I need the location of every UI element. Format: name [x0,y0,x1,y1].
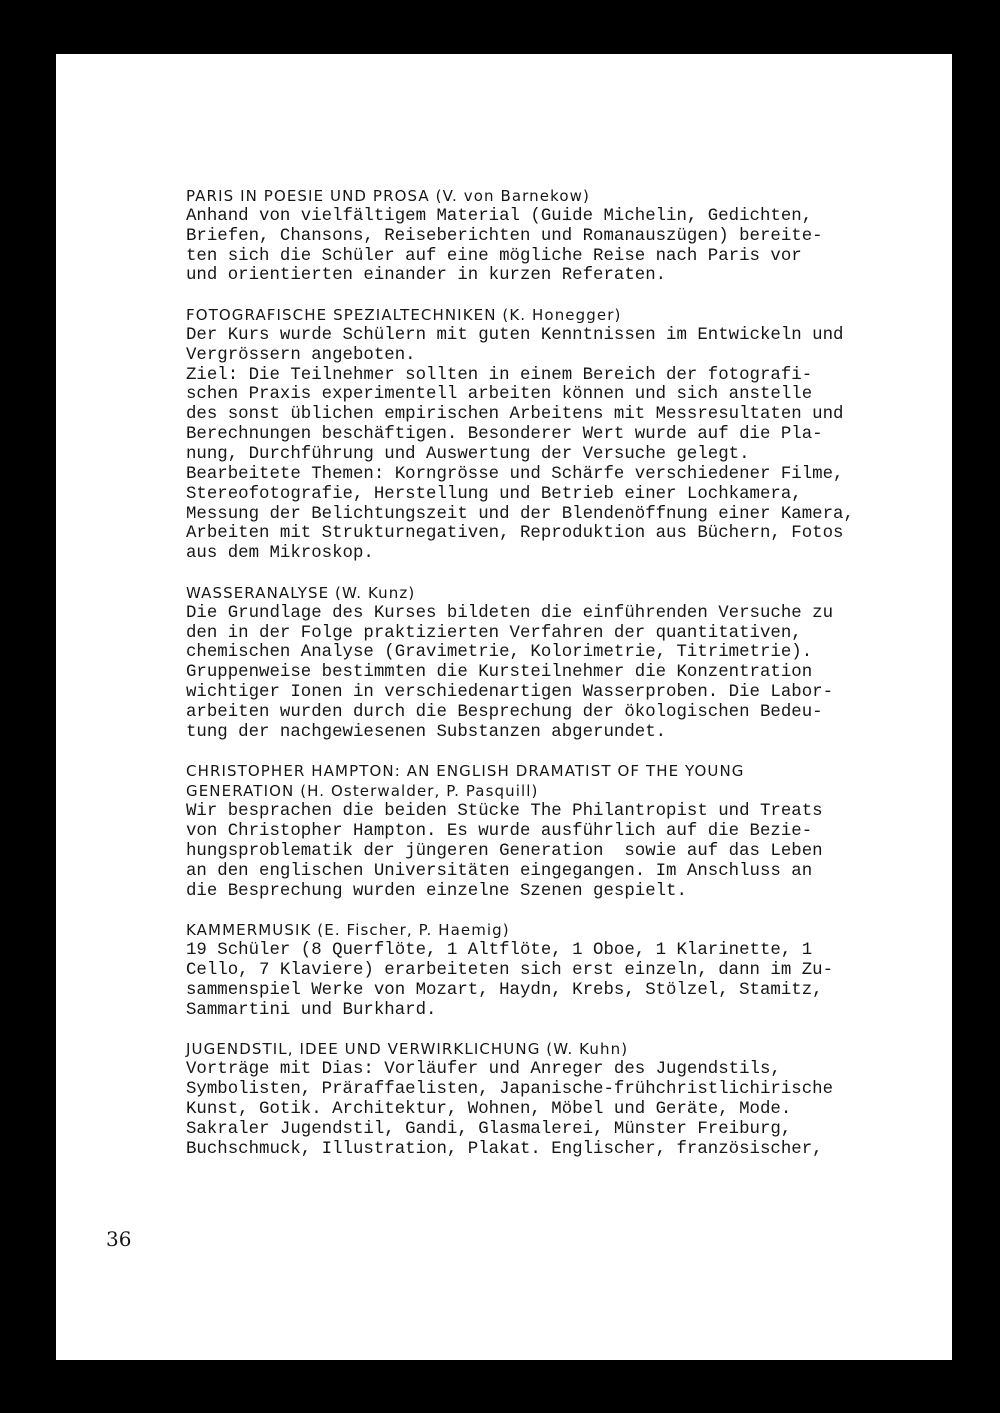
body-line: Stereofotografie, Herstellung und Betrieb einer Lochkamera, [186,484,802,504]
body-line: Arbeiten mit Strukturnegativen, Reproduktion aus Büchern, Fotos [186,524,844,544]
body-line: Berechnungen beschäftigen. Besonderer Wert wurde auf die Pla- [186,425,823,445]
section-heading-continued: GENERATION (H. Osterwalder, P. Pasquill) [186,782,539,801]
document-page [56,54,952,1360]
section-jugendstil [186,1040,926,1159]
body-line: chemischen Analyse (Gravimetrie, Kolorimetrie, Titrimetrie). [186,643,813,663]
body-line: Cello, 7 Klaviere) erarbeiteten sich erst einzeln, dann im Zu- [186,960,834,980]
body-line: Sammartini und Burkhard. [186,1000,437,1020]
body-line: Die Grundlage des Kurses bildeten die einführenden Versuche zu [186,603,834,623]
section-heading: PARIS IN POESIE UND PROSA (V. von Barnekow) [186,187,590,205]
section-heading: WASSERANALYSE (W. Kunz) [186,583,416,602]
body-line: Gruppenweise bestimmten die Kursteilnehmer die Konzentration [186,663,813,683]
body-line: arbeiten wurden durch die Besprechung der ökologischen Bedeu- [186,702,823,722]
body-line: Buchschmuck, Illustration, Plakat. Englischer, französischer, [186,1139,823,1159]
body-line: Anhand von vielfältigem Material (Guide Michelin, Gedichten, [186,206,813,226]
body-line: und orientierten einander in kurzen Referaten. [186,266,667,286]
body-line: von Christopher Hampton. Es wurde ausführlich auf die Bezie- [186,822,813,841]
body-line: die Besprechung wurden einzelne Szenen gespielt. [186,881,687,901]
body-line: ten sich die Schüler auf eine mögliche Reise nach Paris vor [186,246,802,266]
body-line: wichtiger Ionen in verschiedenartigen Wasserproben. Die Labor- [186,683,834,703]
section-kammermusik [186,921,926,1020]
body-line: Vorträge mit Dias: Vorläufer und Anreger des Jugendstils, [186,1060,781,1080]
page-body [186,187,926,1179]
page-number: 36 [106,1227,132,1251]
section-heading: KAMMERMUSIK (E. Fischer, P. Haemig) [186,921,510,940]
body-line: Symbolisten, Präraffaelisten, Japanische-frühchristlichirische [186,1079,834,1099]
body-line: an den englischen Universitäten eingegangen. Im Anschluss an [186,861,813,881]
body-line: des sonst üblichen empirischen Arbeitens mit Messresultaten und [186,405,844,425]
body-line: tung der nachgewiesenen Substanzen abgerundet. [186,722,667,742]
section-paris [186,187,926,286]
section-wasseranalyse [186,584,926,743]
body-line: Der Kurs wurde Schülern mit guten Kenntnissen im Entwickeln und [186,325,844,345]
body-line: 19 Schüler (8 Querflöte, 1 Altflöte, 1 Oboe, 1 Klarinette, 1 [186,941,813,961]
body-line: Wir besprachen die beiden Stücke The Philantropist und Treats [186,802,823,822]
section-hampton [186,762,926,901]
body-line: Bearbeitete Themen: Korngrösse und Schärfe verschiedener Filme, [186,464,844,484]
section-heading: JUGENDSTIL, IDEE UND VERWIRKLICHUNG (W. Kuhn) [186,1040,629,1059]
body-line: Ziel: Die Teilnehmer sollten in einem Bereich der fotografi- [186,365,813,385]
body-line: schen Praxis experimentell arbeiten können und sich anstelle [186,385,813,405]
section-fotografie [186,306,926,564]
body-line: hungsproblematik der jüngeren Generation sowie auf das Leben [186,841,823,861]
body-line: aus dem Mikroskop. [186,544,374,564]
body-line: Kunst, Gotik. Architektur, Wohnen, Möbel und Geräte, Mode. [186,1099,792,1119]
body-line: Vergrössern angeboten. [186,345,416,365]
body-line: Sakraler Jugendstil, Gandi, Glasmalerei, Münster Freiburg, [186,1119,792,1139]
body-line: sammenspiel Werke von Mozart, Haydn, Krebs, Stölzel, Stamitz, [186,980,823,1000]
section-heading: FOTOGRAFISCHE SPEZIALTECHNIKEN (K. Honegger) [186,306,622,325]
body-line: den in der Folge praktizierten Verfahren der quantitativen, [186,623,802,643]
section-heading: CHRISTOPHER HAMPTON: AN ENGLISH DRAMATIST OF THE YOUNG [186,762,745,781]
body-line: nung, Durchführung und Auswertung der Versuche gelegt. [186,444,750,464]
body-line: Messung der Belichtungszeit und der Blendenöffnung einer Kamera, [186,504,854,524]
body-line: Briefen, Chansons, Reiseberichten und Romanauszügen) bereite- [186,226,823,246]
